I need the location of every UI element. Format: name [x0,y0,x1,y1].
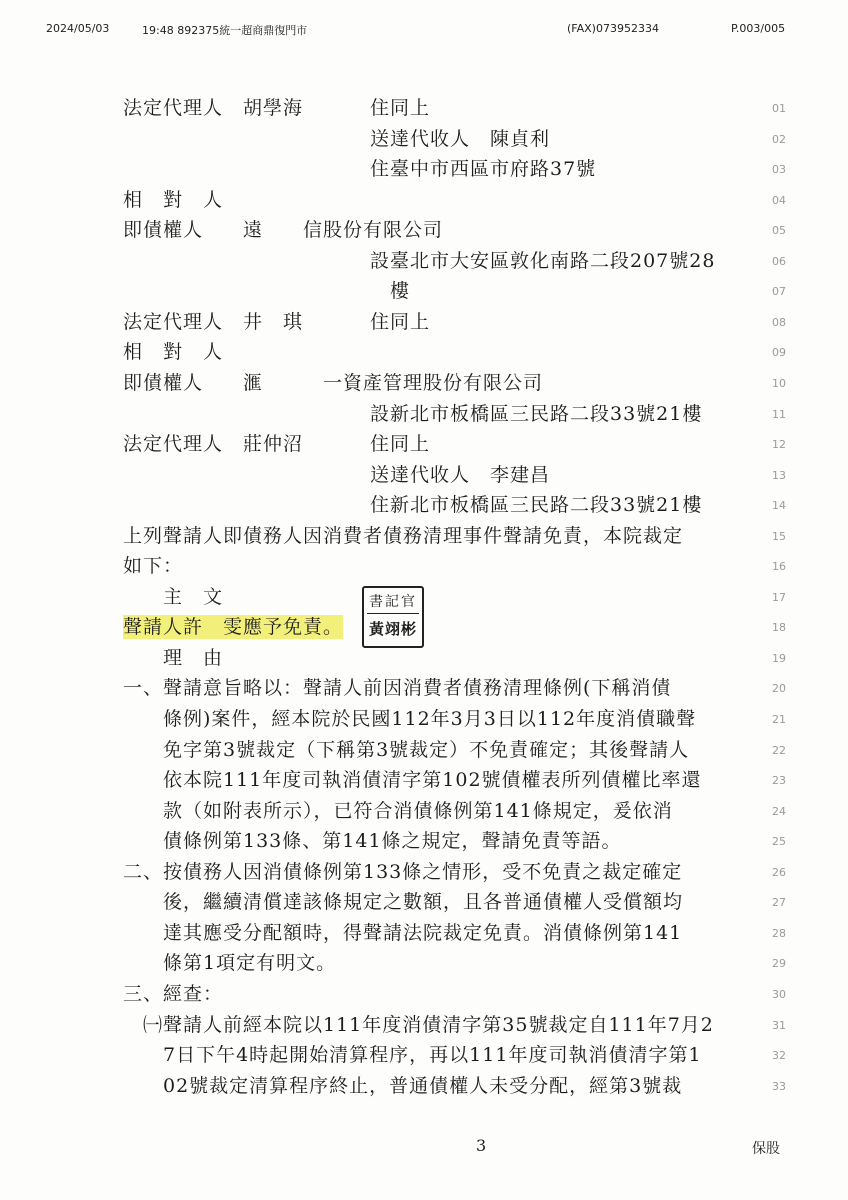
line-number: 24 [772,805,786,818]
line-23-text: 依本院111年度司執消債清字第102號債權表所列債權比率還 [123,769,702,791]
seal-name: 黃翊彬 [368,620,417,638]
line-28-text: 達其應受分配額時，得聲請法院裁定免責。消債條例第141 [123,922,683,944]
line-01-detail: 住同上 [370,97,431,119]
line-26-text: 二、按債務人因消債條例第133條之情形，受不免責之裁定確定 [123,861,683,883]
line-07-detail: 樓 [370,280,411,302]
line-number: 04 [772,194,786,207]
line-number: 15 [772,530,786,543]
line-10-text: 即債權人 滙 一資產管理股份有限公司 [123,372,544,394]
footer-note: 保股 [752,1141,780,1157]
line-number: 03 [772,163,786,176]
line-29-text: 條第1項定有明文。 [123,952,337,974]
line-20-text: 一、聲請意旨略以：聲請人前因消費者債務清理條例(下稱消債 [123,677,672,699]
line-24-text: 款（如附表所示），已符合消債條例第141條規定，爰依消 [123,800,673,822]
page-number: 3 [476,1136,487,1155]
line-number: 21 [772,713,786,726]
line-19-text: 理 由 [123,647,224,669]
line-08-detail: 住同上 [370,311,431,333]
line-21-text: 條例)案件，經本院於民國112年3月3日以112年度消債職聲 [123,708,697,730]
line-number: 06 [772,255,786,268]
line-number: 22 [772,744,786,757]
line-number: 18 [772,621,786,634]
line-05-text: 即債權人 遠 信股份有限公司 [123,219,444,241]
line-number: 10 [772,377,786,390]
fax-sender: 19:48 892375統一超商鼎復門市 [142,24,308,37]
line-12-text: 法定代理人 莊仲沼 [123,433,304,455]
line-number: 27 [772,896,786,909]
line-number: 20 [772,682,786,695]
line-27-text: 後，繼續清償達該條規定之數額，且各普通債權人受償額均 [123,891,684,913]
fax-date: 2024/05/03 [46,22,110,35]
line-11-detail: 設新北市板橋區三民路二段33號21樓 [370,403,703,425]
line-25-text: 債條例第133條、第141條之規定，聲請免責等語。 [123,830,622,852]
line-02-detail: 送達代收人 陳貞利 [370,128,551,150]
line-number: 14 [772,499,786,512]
line-15-text: 上列聲請人即債務人因消費者債務清理事件聲請免責，本院裁定 [123,525,684,547]
line-18-text: 聲請人許 雯應予免責。 [123,616,344,638]
line-number: 25 [772,835,786,848]
line-number: 13 [772,469,786,482]
line-09-text: 相 對 人 [123,341,224,363]
line-08-text: 法定代理人 井 琪 [123,311,304,333]
line-30-text: 三、經查： [123,983,224,1005]
line-number: 01 [772,102,786,115]
line-number: 17 [772,591,786,604]
line-number: 16 [772,560,786,573]
line-01-text: 法定代理人 胡學海 [123,97,304,119]
line-number: 30 [772,988,786,1001]
line-number: 29 [772,957,786,970]
line-number: 11 [772,408,786,421]
line-number: 08 [772,316,786,329]
line-number: 07 [772,285,786,298]
seal-title: 書記官 [369,594,417,610]
line-number: 19 [772,652,786,665]
line-number: 26 [772,866,786,879]
line-16-text: 如下： [123,555,184,577]
line-number: 28 [772,927,786,940]
line-12-detail: 住同上 [370,433,431,455]
fax-number: (FAX)073952334 [567,22,659,35]
line-number: 32 [772,1049,786,1062]
line-13-detail: 送達代收人 李建昌 [370,464,551,486]
line-number: 23 [772,774,786,787]
line-32-text: 7日下午4時起開始清算程序，再以111年度司執消債清字第1 [123,1044,702,1066]
line-number: 05 [772,224,786,237]
fax-page: P.003/005 [731,22,786,35]
line-04-text: 相 對 人 [123,189,224,211]
line-14-detail: 住新北市板橋區三民路二段33號21樓 [370,494,703,516]
line-number: 12 [772,438,786,451]
line-06-detail: 設臺北市大安區敦化南路二段207號28 [370,250,716,272]
line-33-text: 02號裁定清算程序終止，普通債權人未受分配，經第3號裁 [123,1075,683,1097]
line-17-text: 主 文 [123,586,224,608]
line-22-text: 免字第3號裁定（下稱第3號裁定）不免責確定；其後聲請人 [123,739,690,761]
line-31-text: ㈠聲請人前經本院以111年度消債清字第35號裁定自111年7月2 [123,1014,714,1036]
line-number: 31 [772,1019,786,1032]
line-number: 02 [772,133,786,146]
line-03-detail: 住臺中市西區市府路37號 [370,158,597,180]
clerk-seal [362,586,424,648]
line-number: 33 [772,1080,786,1093]
line-number: 09 [772,346,786,359]
